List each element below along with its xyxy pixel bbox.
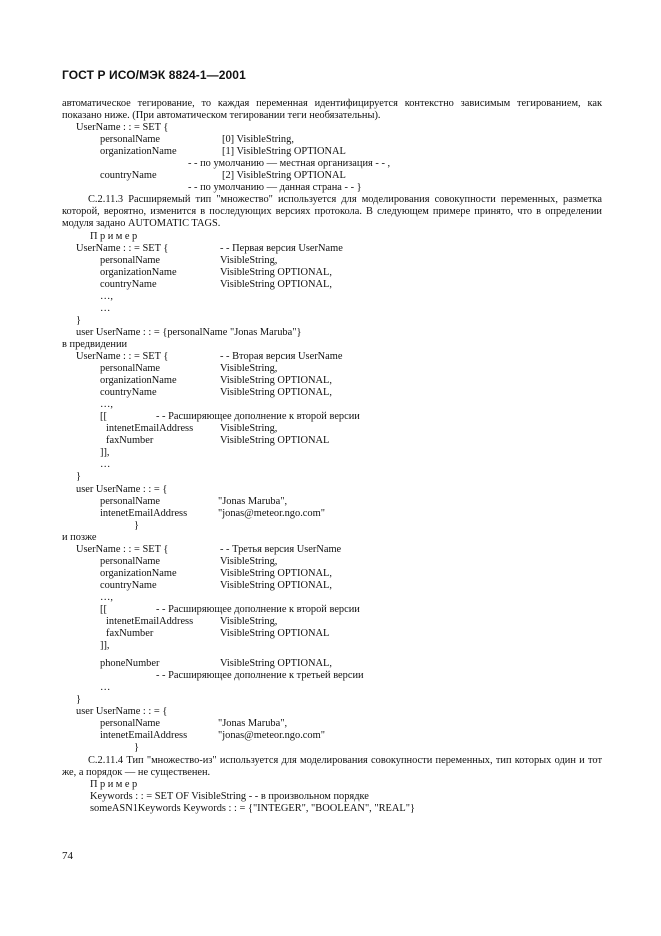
- code-line: …: [100, 682, 111, 694]
- example-label: Пример: [90, 230, 140, 242]
- code-line: organizationName VisibleString OPTIONAL,: [100, 266, 332, 278]
- code-line: …,: [100, 591, 113, 603]
- code-line: UserName : : = SET { - - Первая версия UserName: [76, 242, 343, 254]
- code-line: faxNumber VisibleString OPTIONAL: [106, 435, 330, 447]
- code-line: personalName VisibleString,: [100, 254, 278, 266]
- code-line: user UserName : : = {: [76, 483, 168, 495]
- code-line: [[ - - Расширяющее дополнение к второй версии: [100, 603, 360, 615]
- code-line: intenetEmailAddress VisibleString,: [106, 616, 278, 628]
- code-comment: - - по умолчанию — местная организация - - ,: [188, 158, 391, 170]
- paragraph-c2114: С.2.11.4 Тип "множество-из" используется для моделирования совокупности переменных, тип которых один и тот же, а порядок — не существенен.: [62, 754, 602, 778]
- code-line: user UserName : : = {: [76, 706, 168, 718]
- code-line: …,: [100, 290, 113, 302]
- code-line: [[ - - Расширяющее дополнение к второй версии: [100, 411, 360, 423]
- code-line: UserName : : = SET { - - Третья версия UserName: [76, 543, 342, 555]
- code-line: organizationName VisibleString OPTIONAL,: [100, 567, 332, 579]
- code-line: …: [100, 302, 111, 314]
- code-comment: - - Расширяющее дополнение к третьей версии: [156, 670, 364, 682]
- label-predv: в предвидении: [62, 338, 128, 350]
- code-line: countryName VisibleString OPTIONAL,: [100, 387, 332, 399]
- code-line: …: [100, 459, 111, 471]
- code-line: intenetEmailAddress VisibleString,: [106, 423, 278, 435]
- code-line: }: [134, 742, 139, 754]
- intro-paragraph: автоматическое тегирование, то каждая переменная идентифицируется контекстно зависимым тегированием, как показано ниже. (При автоматическом тегировании теги необязательны).: [62, 98, 602, 122]
- code-line: UserName : : = SET { - - Вторая версия UserName: [76, 350, 343, 362]
- code-line: organizationName VisibleString OPTIONAL,: [100, 375, 332, 387]
- label-later: и позже: [62, 531, 97, 543]
- code-line: someASN1Keywords Keywords : : = {"INTEGER", "BOOLEAN", "REAL"}: [90, 802, 415, 814]
- code-line: Keywords : : = SET OF VisibleString - - в произвольном порядке: [90, 790, 369, 802]
- paragraph-c2113: С.2.11.3 Расширяемый тип "множество" используется для моделирования совокупности переменных, разметка которой, вероятно, изменится в последующих версиях протокола. В следующем примере принято, что в определении модуля задано AUTOMATIC TAGS.: [62, 194, 602, 230]
- page-header-title: ГОСТ Р ИСО/МЭК 8824-1—2001: [62, 68, 246, 82]
- code-line: countryName [2] VisibleString OPTIONAL: [100, 170, 346, 182]
- code-line: }: [76, 694, 81, 706]
- example-label: Пример: [90, 778, 140, 790]
- code-line: user UserName : : = {personalName "Jonas Maruba"}: [76, 326, 302, 338]
- code-line: countryName VisibleString OPTIONAL,: [100, 278, 332, 290]
- code-line: ]],: [100, 447, 110, 459]
- code-line: personalName VisibleString,: [100, 363, 278, 375]
- code-line: }: [76, 471, 81, 483]
- code-line: personalName VisibleString,: [100, 555, 278, 567]
- code-line: …,: [100, 399, 113, 411]
- code-line: countryName VisibleString OPTIONAL,: [100, 579, 332, 591]
- code-line: faxNumber VisibleString OPTIONAL: [106, 628, 330, 640]
- code-line: organizationName [1] VisibleString OPTIONAL: [100, 146, 346, 158]
- code-line: personalName [0] VisibleString,: [100, 134, 294, 146]
- code-line: }: [76, 314, 81, 326]
- code-line: personalName "Jonas Maruba",: [100, 718, 288, 730]
- code-line: phoneNumber VisibleString OPTIONAL,: [100, 658, 332, 670]
- page-number: 74: [62, 850, 73, 862]
- code-line: }: [134, 519, 139, 531]
- code-line: UserName : : = SET {: [76, 122, 169, 134]
- page-body: [62, 98, 602, 815]
- code-line: intenetEmailAddress "jonas@meteor.ngo.com": [100, 507, 325, 519]
- code-comment: - - по умолчанию — данная страна - - }: [188, 182, 362, 194]
- code-line: ]],: [100, 640, 110, 652]
- code-line: intenetEmailAddress "jonas@meteor.ngo.com": [100, 730, 325, 742]
- code-line: personalName "Jonas Maruba",: [100, 495, 288, 507]
